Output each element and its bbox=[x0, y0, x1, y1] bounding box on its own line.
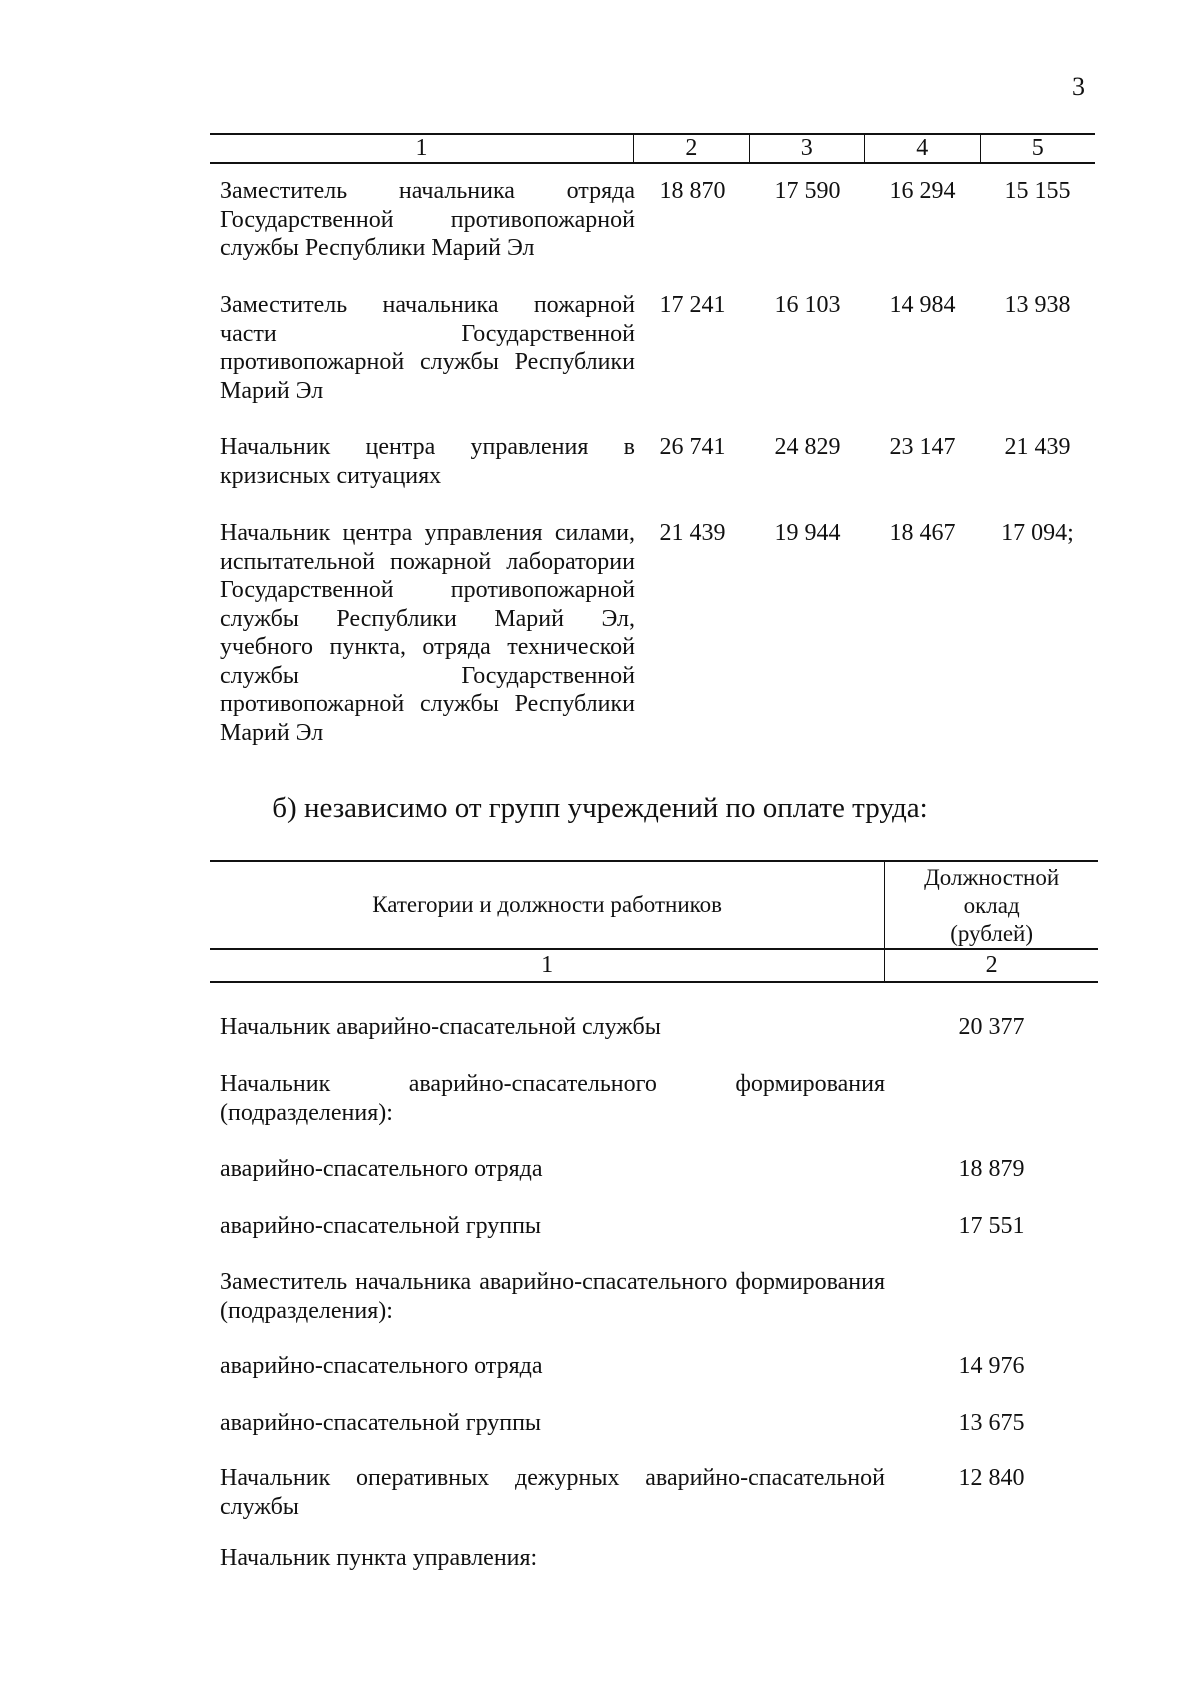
table2-col-1-number: 1 bbox=[210, 950, 885, 981]
table1-col-2-number: 2 bbox=[634, 135, 749, 162]
position-name: Начальник аварийно-спасательного формирования (подразделения): bbox=[220, 1071, 885, 1126]
table2-row bbox=[220, 1409, 1098, 1438]
salary-value bbox=[885, 1070, 1098, 1127]
salary-value bbox=[885, 1268, 1098, 1325]
position-name: Заместитель начальника аварийно-спасательного формирования (подразделения): bbox=[220, 1269, 885, 1324]
header-salary-line: Должностной bbox=[924, 865, 1060, 890]
position-name: Начальник центра управления силами, испытательной пожарной лаборатории Государственной противопожарной службы Республики Марий Эл, учебного пункта, отряда технической службы Государственной противопожарной службы Республики Марий Эл bbox=[220, 520, 635, 746]
table2-row bbox=[220, 1464, 1098, 1521]
table1-col-3-number: 3 bbox=[750, 135, 865, 162]
position-name: Начальник пункта управления: bbox=[220, 1545, 538, 1571]
salary-value: 18 870 bbox=[659, 178, 726, 204]
table2-row bbox=[220, 1212, 1098, 1241]
salary-value: 20 377 bbox=[958, 1014, 1025, 1040]
section-title: б) независимо от групп учреждений по оплате труда: bbox=[272, 792, 928, 824]
position-name: аварийно-спасательного отряда bbox=[220, 1353, 543, 1379]
table1-col-4-number: 4 bbox=[865, 135, 980, 162]
page-number: 3 bbox=[1072, 72, 1085, 101]
salary-value: 21 439 bbox=[1004, 434, 1071, 460]
salary-table-by-group bbox=[210, 133, 1095, 746]
salary-value: 24 829 bbox=[774, 434, 841, 460]
salary-value: 17 590 bbox=[774, 178, 841, 204]
position-name: аварийно-спасательной группы bbox=[220, 1213, 542, 1239]
salary-value bbox=[885, 1544, 1098, 1573]
table2-row bbox=[220, 1070, 1098, 1127]
table1-col-5-number: 5 bbox=[1031, 135, 1044, 161]
table2-column-numbers bbox=[210, 950, 1098, 983]
salary-value: 17 094; bbox=[1001, 520, 1074, 546]
position-name: Начальник аварийно-спасательной службы bbox=[220, 1014, 661, 1040]
table2-col-2-number: 2 bbox=[985, 952, 998, 978]
salary-value: 26 741 bbox=[659, 434, 726, 460]
table1-row bbox=[210, 291, 1095, 405]
table1-col-1-number: 1 bbox=[210, 135, 634, 162]
table1-row bbox=[210, 519, 1095, 747]
salary-value: 16 294 bbox=[889, 178, 956, 204]
salary-value: 18 467 bbox=[889, 520, 956, 546]
position-name: Начальник оперативных дежурных аварийно-спасательной службы bbox=[220, 1465, 885, 1520]
table1-column-numbers bbox=[210, 133, 1095, 164]
table2-row bbox=[220, 1352, 1098, 1381]
table2-row bbox=[220, 1544, 1098, 1573]
salary-value: 17 241 bbox=[659, 292, 726, 318]
salary-value: 13 675 bbox=[958, 1410, 1025, 1436]
table1-row bbox=[210, 433, 1095, 490]
table2-row bbox=[220, 1155, 1098, 1184]
position-name: аварийно-спасательной группы bbox=[220, 1410, 542, 1436]
position-name: Заместитель начальника отряда Государственной противопожарной службы Республики Марий Эл bbox=[220, 178, 635, 261]
salary-value: 18 879 bbox=[958, 1156, 1025, 1182]
header-salary-line: оклад bbox=[963, 893, 1020, 918]
position-name: Заместитель начальника пожарной части Государственной противопожарной службы Республики Марий Эл bbox=[220, 292, 635, 404]
salary-value: 14 984 bbox=[889, 292, 956, 318]
table2-header bbox=[210, 860, 1098, 950]
salary-value: 12 840 bbox=[958, 1465, 1025, 1491]
salary-value: 14 976 bbox=[958, 1353, 1025, 1379]
salary-table-independent bbox=[210, 860, 1098, 1571]
salary-value: 21 439 bbox=[659, 520, 726, 546]
salary-value: 16 103 bbox=[774, 292, 841, 318]
header-salary-line: (рублей) bbox=[950, 921, 1034, 946]
table1-row bbox=[210, 177, 1095, 263]
table2-row bbox=[220, 1268, 1098, 1325]
salary-value: 23 147 bbox=[889, 434, 956, 460]
header-salary bbox=[885, 862, 1098, 948]
salary-value: 19 944 bbox=[774, 520, 841, 546]
table2-row bbox=[220, 1013, 1098, 1042]
position-name: аварийно-спасательного отряда bbox=[220, 1156, 543, 1182]
salary-value: 15 155 bbox=[1004, 178, 1071, 204]
header-categories: Категории и должности работников bbox=[210, 862, 885, 948]
position-name: Начальник центра управления в кризисных ситуациях bbox=[220, 434, 635, 489]
salary-value: 17 551 bbox=[958, 1213, 1025, 1239]
salary-value: 13 938 bbox=[1004, 292, 1071, 318]
